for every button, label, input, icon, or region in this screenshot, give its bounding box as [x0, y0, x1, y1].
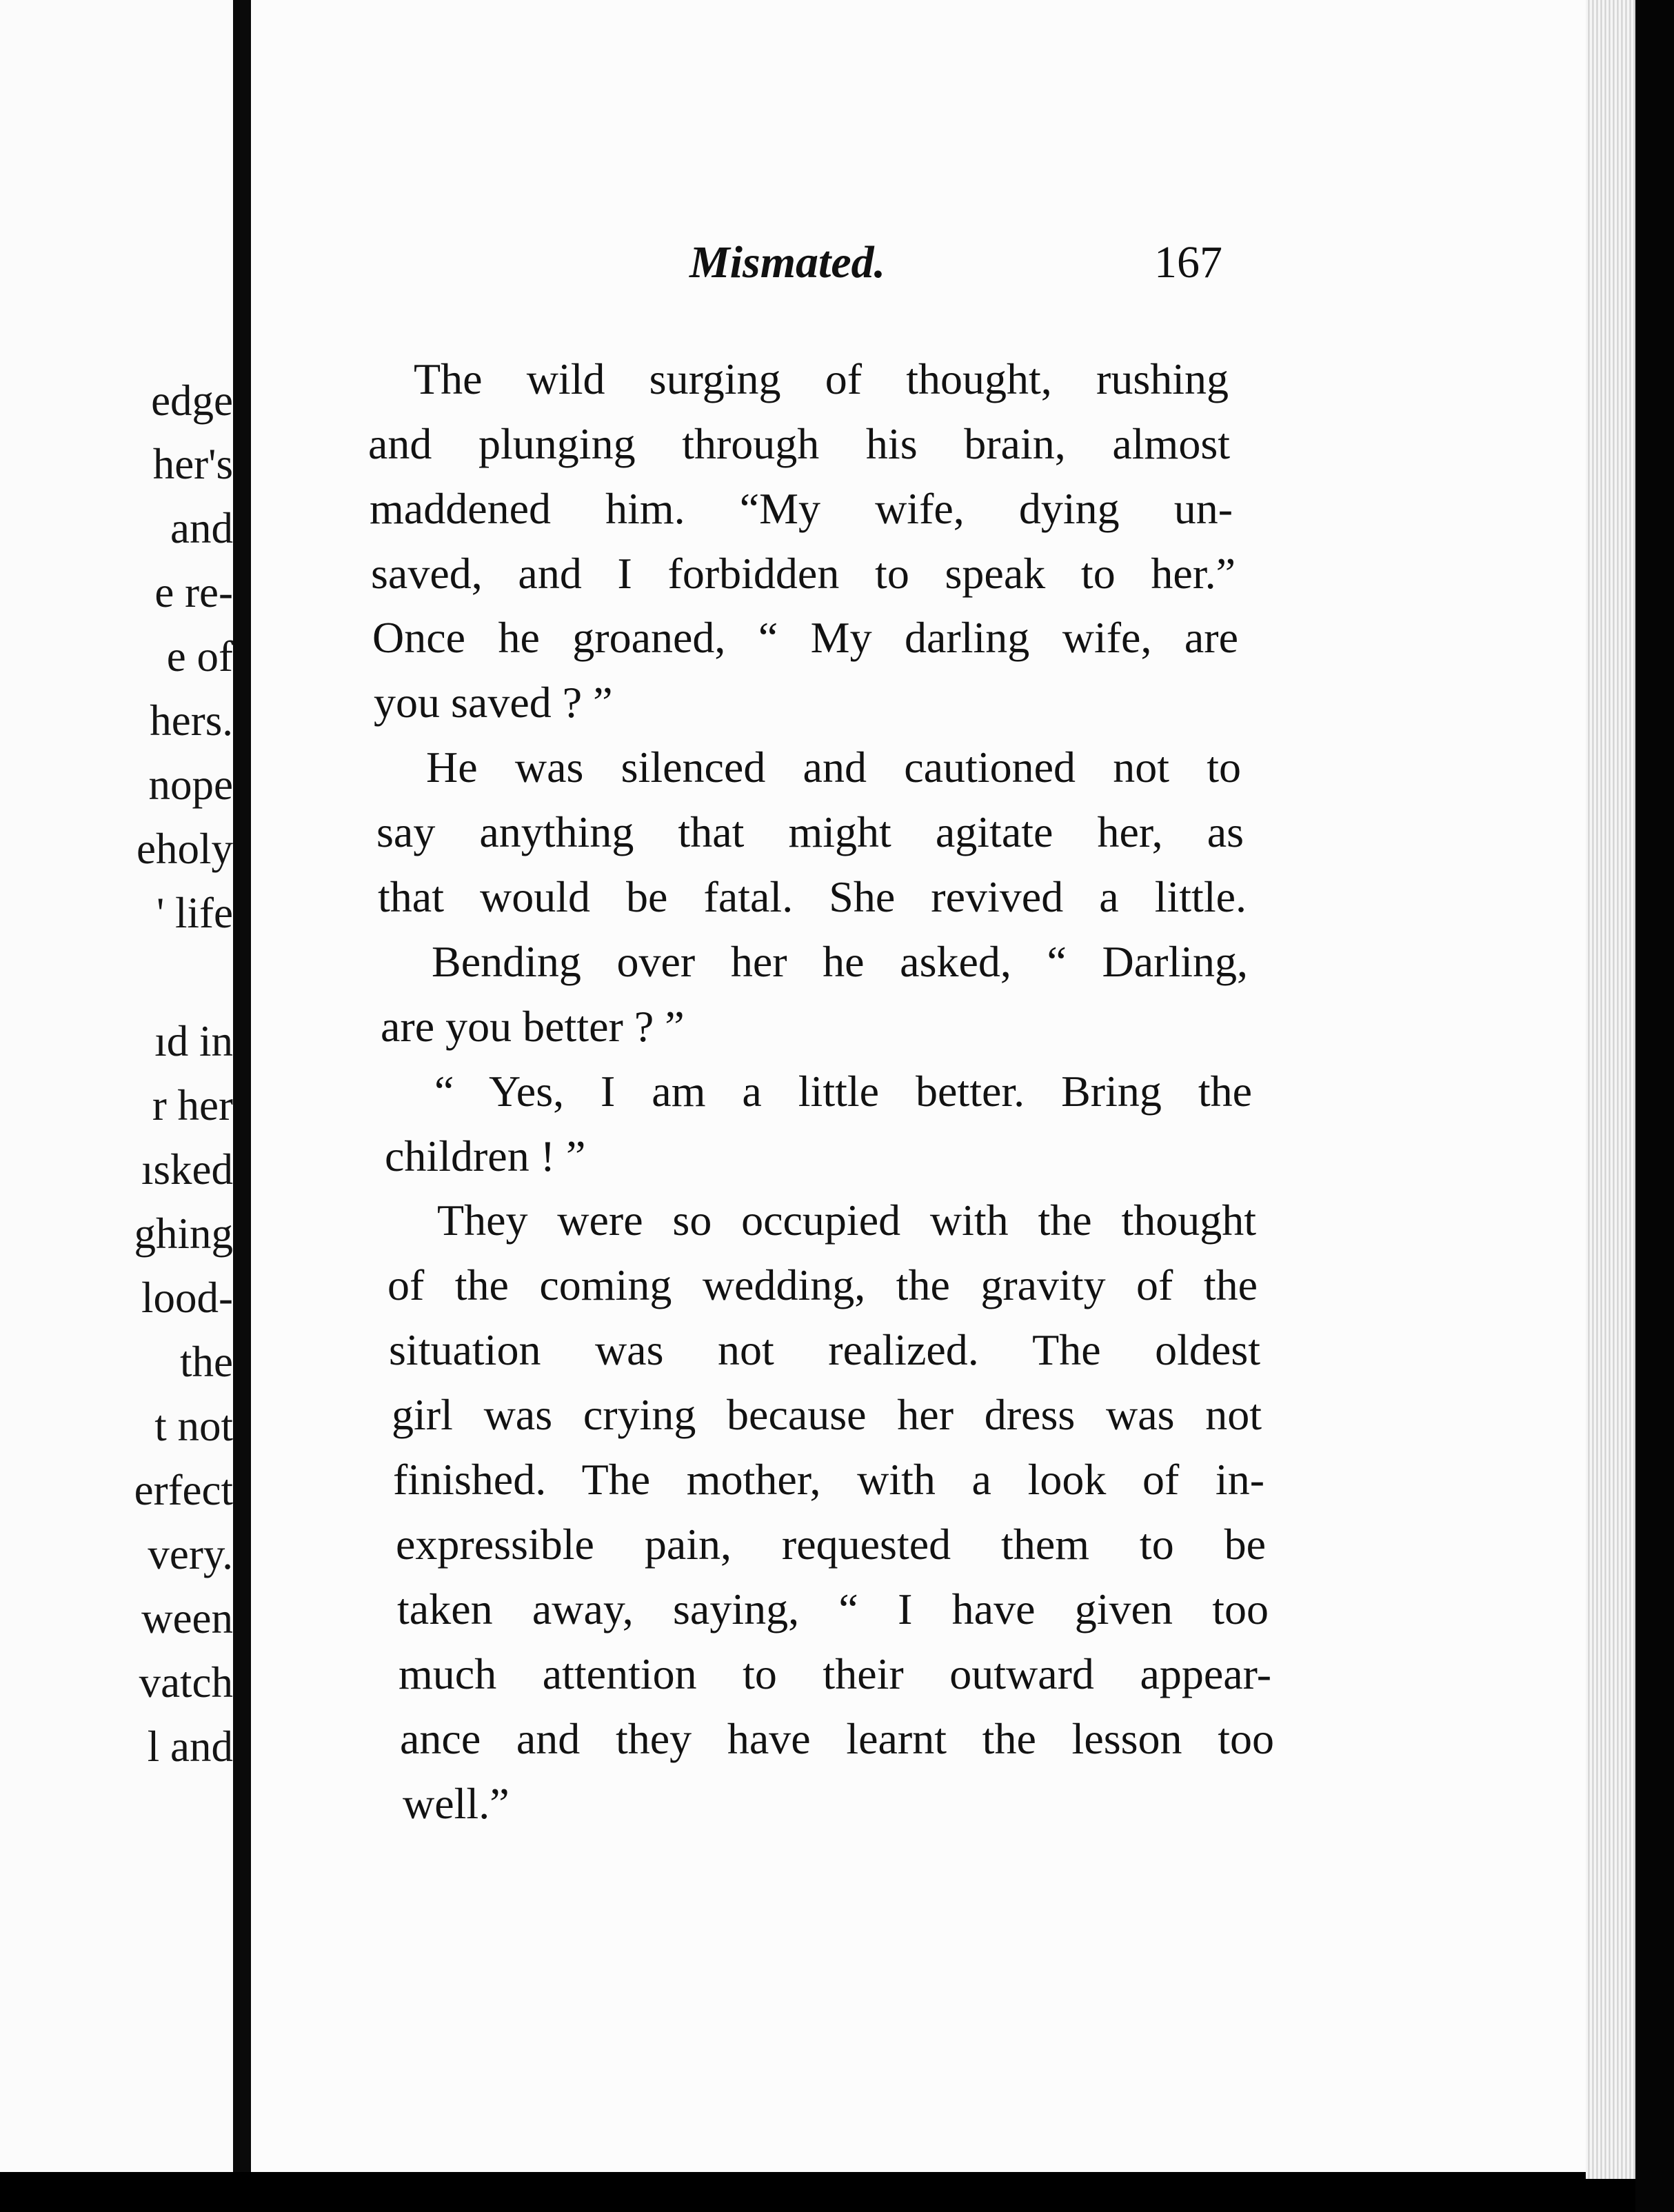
text-line: situation was not realized. The oldest: [389, 1325, 1260, 1374]
left-page-fragment: ' life: [156, 889, 233, 937]
facing-page-left: [0, 0, 233, 2172]
text-line: say anything that might agitate her, as: [376, 807, 1244, 856]
text-line: They were so occupied with the thought: [437, 1196, 1256, 1245]
left-page-fragment: r her: [152, 1081, 233, 1129]
running-title: Mismated.: [689, 237, 886, 288]
left-page-fragment: very.: [148, 1530, 233, 1578]
text-line: finished. The mother, with a look of in-: [393, 1455, 1264, 1504]
left-page-fragment: t not: [154, 1402, 233, 1450]
page-edges: [1586, 0, 1635, 2179]
text-line: “ Yes, I am a little better. Bring the: [434, 1067, 1252, 1116]
text-line: girl was crying because her dress was not: [392, 1390, 1262, 1439]
text-line: well.”: [403, 1779, 510, 1828]
text-line: Bending over her he asked, “ Darling,: [432, 937, 1248, 986]
text-line: saved, and I forbidden to speak to her.”: [371, 549, 1236, 598]
left-page-fragment: and: [170, 504, 233, 552]
text-line: are you better ? ”: [381, 1002, 685, 1051]
left-page-fragment: e re-: [154, 568, 233, 616]
text-line: expressible pain, requested them to be: [396, 1520, 1266, 1569]
page-number: 167: [1154, 237, 1222, 288]
text-line: you saved ? ”: [374, 678, 613, 727]
scan-border: [1635, 0, 1674, 2212]
left-page-fragment: erfect: [134, 1466, 233, 1514]
left-page-fragment: her's: [152, 440, 233, 488]
text-line: much attention to their outward appear-: [399, 1649, 1271, 1698]
left-page-fragment: ghing: [134, 1209, 233, 1258]
left-page-fragment: edge: [151, 376, 233, 425]
text-line: The wild surging of thought, rushing: [414, 354, 1229, 403]
text-line: of the coming wedding, the gravity of the: [387, 1260, 1258, 1309]
left-page-fragment: lood-: [141, 1274, 233, 1322]
left-page-fragment: l and: [147, 1722, 233, 1771]
left-page-fragment: ıd in: [154, 1017, 233, 1065]
text-line: that would be fatal. She revived a little.: [378, 872, 1247, 921]
text-line: maddened him. “My wife, dying un-: [370, 484, 1233, 533]
book-spine-gutter: [233, 0, 251, 2172]
left-page-fragment: e of: [166, 632, 233, 681]
text-line: He was silenced and cautioned not to: [426, 743, 1241, 792]
text-line: ance and they have learnt the lesson too: [400, 1714, 1274, 1763]
left-page-fragment: vatch: [139, 1658, 233, 1707]
text-line: Once he groaned, “ My darling wife, are: [372, 613, 1238, 662]
text-line: taken away, saying, “ I have given too: [397, 1585, 1269, 1633]
left-page-fragment: eholy: [137, 825, 233, 873]
left-page-fragment: nope: [148, 761, 233, 809]
left-page-fragment: ween: [141, 1594, 233, 1642]
text-line: and plunging through his brain, almost: [368, 419, 1230, 468]
left-page-fragment: hers.: [150, 696, 233, 745]
text-line: children ! ”: [385, 1132, 586, 1180]
left-page-fragment: ısked: [141, 1145, 233, 1194]
left-page-fragment: the: [180, 1338, 233, 1386]
